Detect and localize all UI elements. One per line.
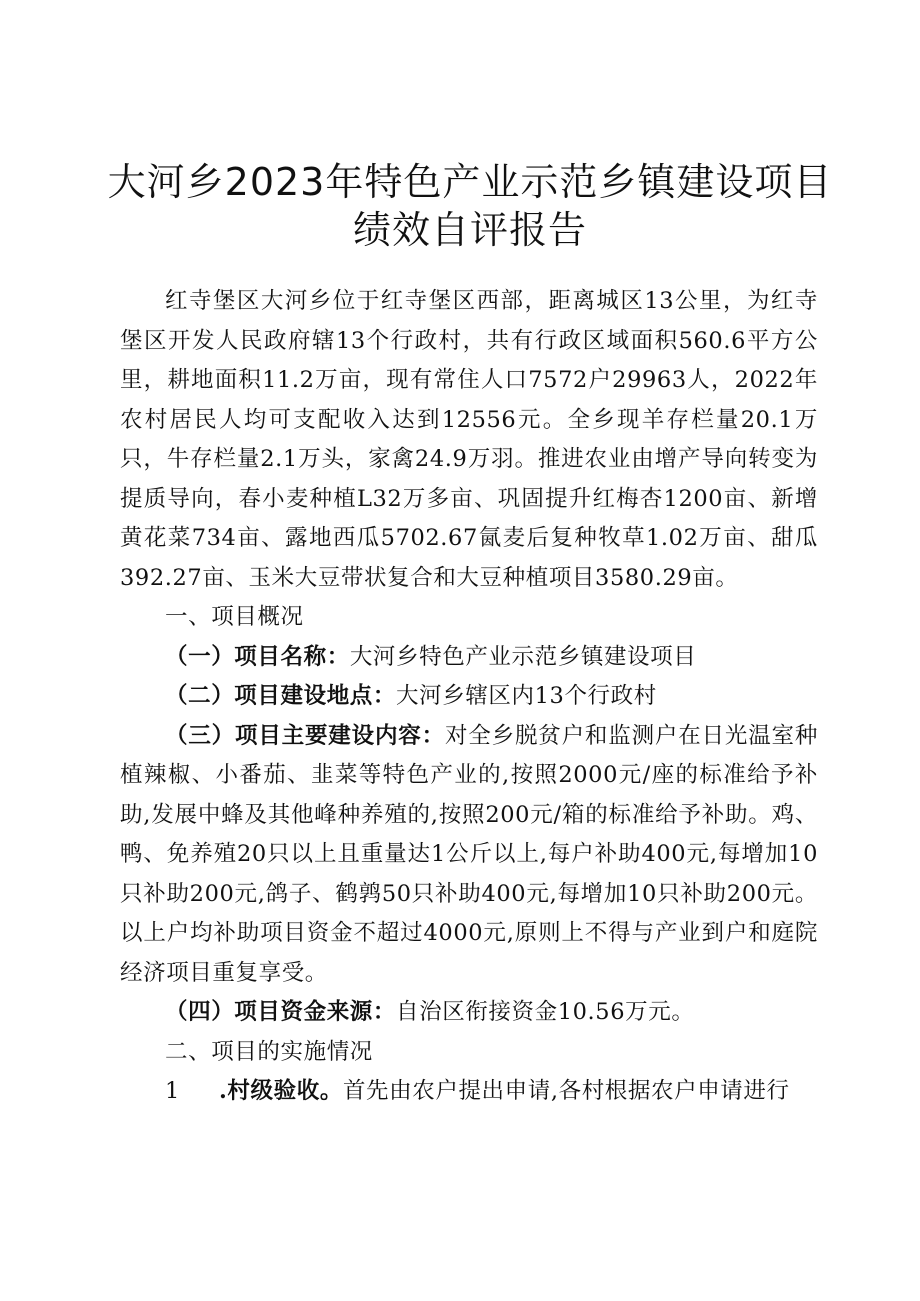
intro-paragraph: 红寺堡区大河乡位于红寺堡区西部，距离城区13公里，为红寺堡区开发人民政府辖13个行政村，共有行政区域面积560.6平方公里，耕地面积11.2万亩，现有常住人口7572户29963人，2022年农村居民人均可支配收入达到12556元。全乡现羊存栏量20.1万只，牛存栏量2.1万头，家禽24.9万羽。推进农业由增产导向转变为提质导向，春小麦种植L32万多亩、巩固提升红梅杏1200亩、新增黄花菜734亩、露地西瓜5702.67氤麦后复种牧草1.02万亩、甜瓜392.27亩、玉米大豆带状复合和大豆种植项目3580.29亩。 <box>120 288 818 591</box>
item-project-content-label: （三）项目主要建设内容： <box>165 722 445 749</box>
step-label: .村级验收。 <box>219 1078 343 1104</box>
document-title: 大河乡2023年特色产业示范乡镇建设项目绩效自评报告 <box>107 160 833 252</box>
item-project-location <box>120 677 818 717</box>
item-project-location-label: （二）项目建设地点： <box>165 683 397 709</box>
section-heading-overview: 一、项目概况 <box>165 604 304 630</box>
step-village-acceptance <box>120 1072 818 1112</box>
step-text: 首先由农户提出申请,各村根据农户申请进行 <box>342 1078 790 1104</box>
item-project-funding <box>120 993 818 1033</box>
item-project-content <box>120 717 818 994</box>
item-project-name-text: 大河乡特色产业示范乡镇建设项目 <box>349 643 697 670</box>
item-project-location-text: 大河乡辖区内13个行政村 <box>396 683 657 709</box>
step-number: 1 <box>165 1078 180 1104</box>
document-body <box>120 282 818 1112</box>
section-heading-implementation: 二、项目的实施情况 <box>165 1038 373 1065</box>
item-project-content-text: 对全乡脱贫户和监测户在日光温室种植辣椒、小番茄、韭菜等特色产业的,按照2000元/座的标准给予补助,发展中蜂及其他峰种养殖的,按照200元/箱的标准给予补助。鸡、鸭、免养殖20只以上且重量达1公斤以上,每户补助400元,每增加10只补助200元,鸽子、鹤鹑50只补助400元,每增加10只补助200元。以上户均补助项目资金不超过4000元,原则上不得与产业到户和庭院经济项目重复享受。 <box>120 722 818 986</box>
item-project-name <box>120 638 818 678</box>
item-project-name-label: （一）项目名称： <box>165 643 350 670</box>
item-project-funding-text: 自治区衔接资金10.56万元。 <box>396 999 695 1025</box>
item-project-funding-label: （四）项目资金来源： <box>165 999 397 1025</box>
